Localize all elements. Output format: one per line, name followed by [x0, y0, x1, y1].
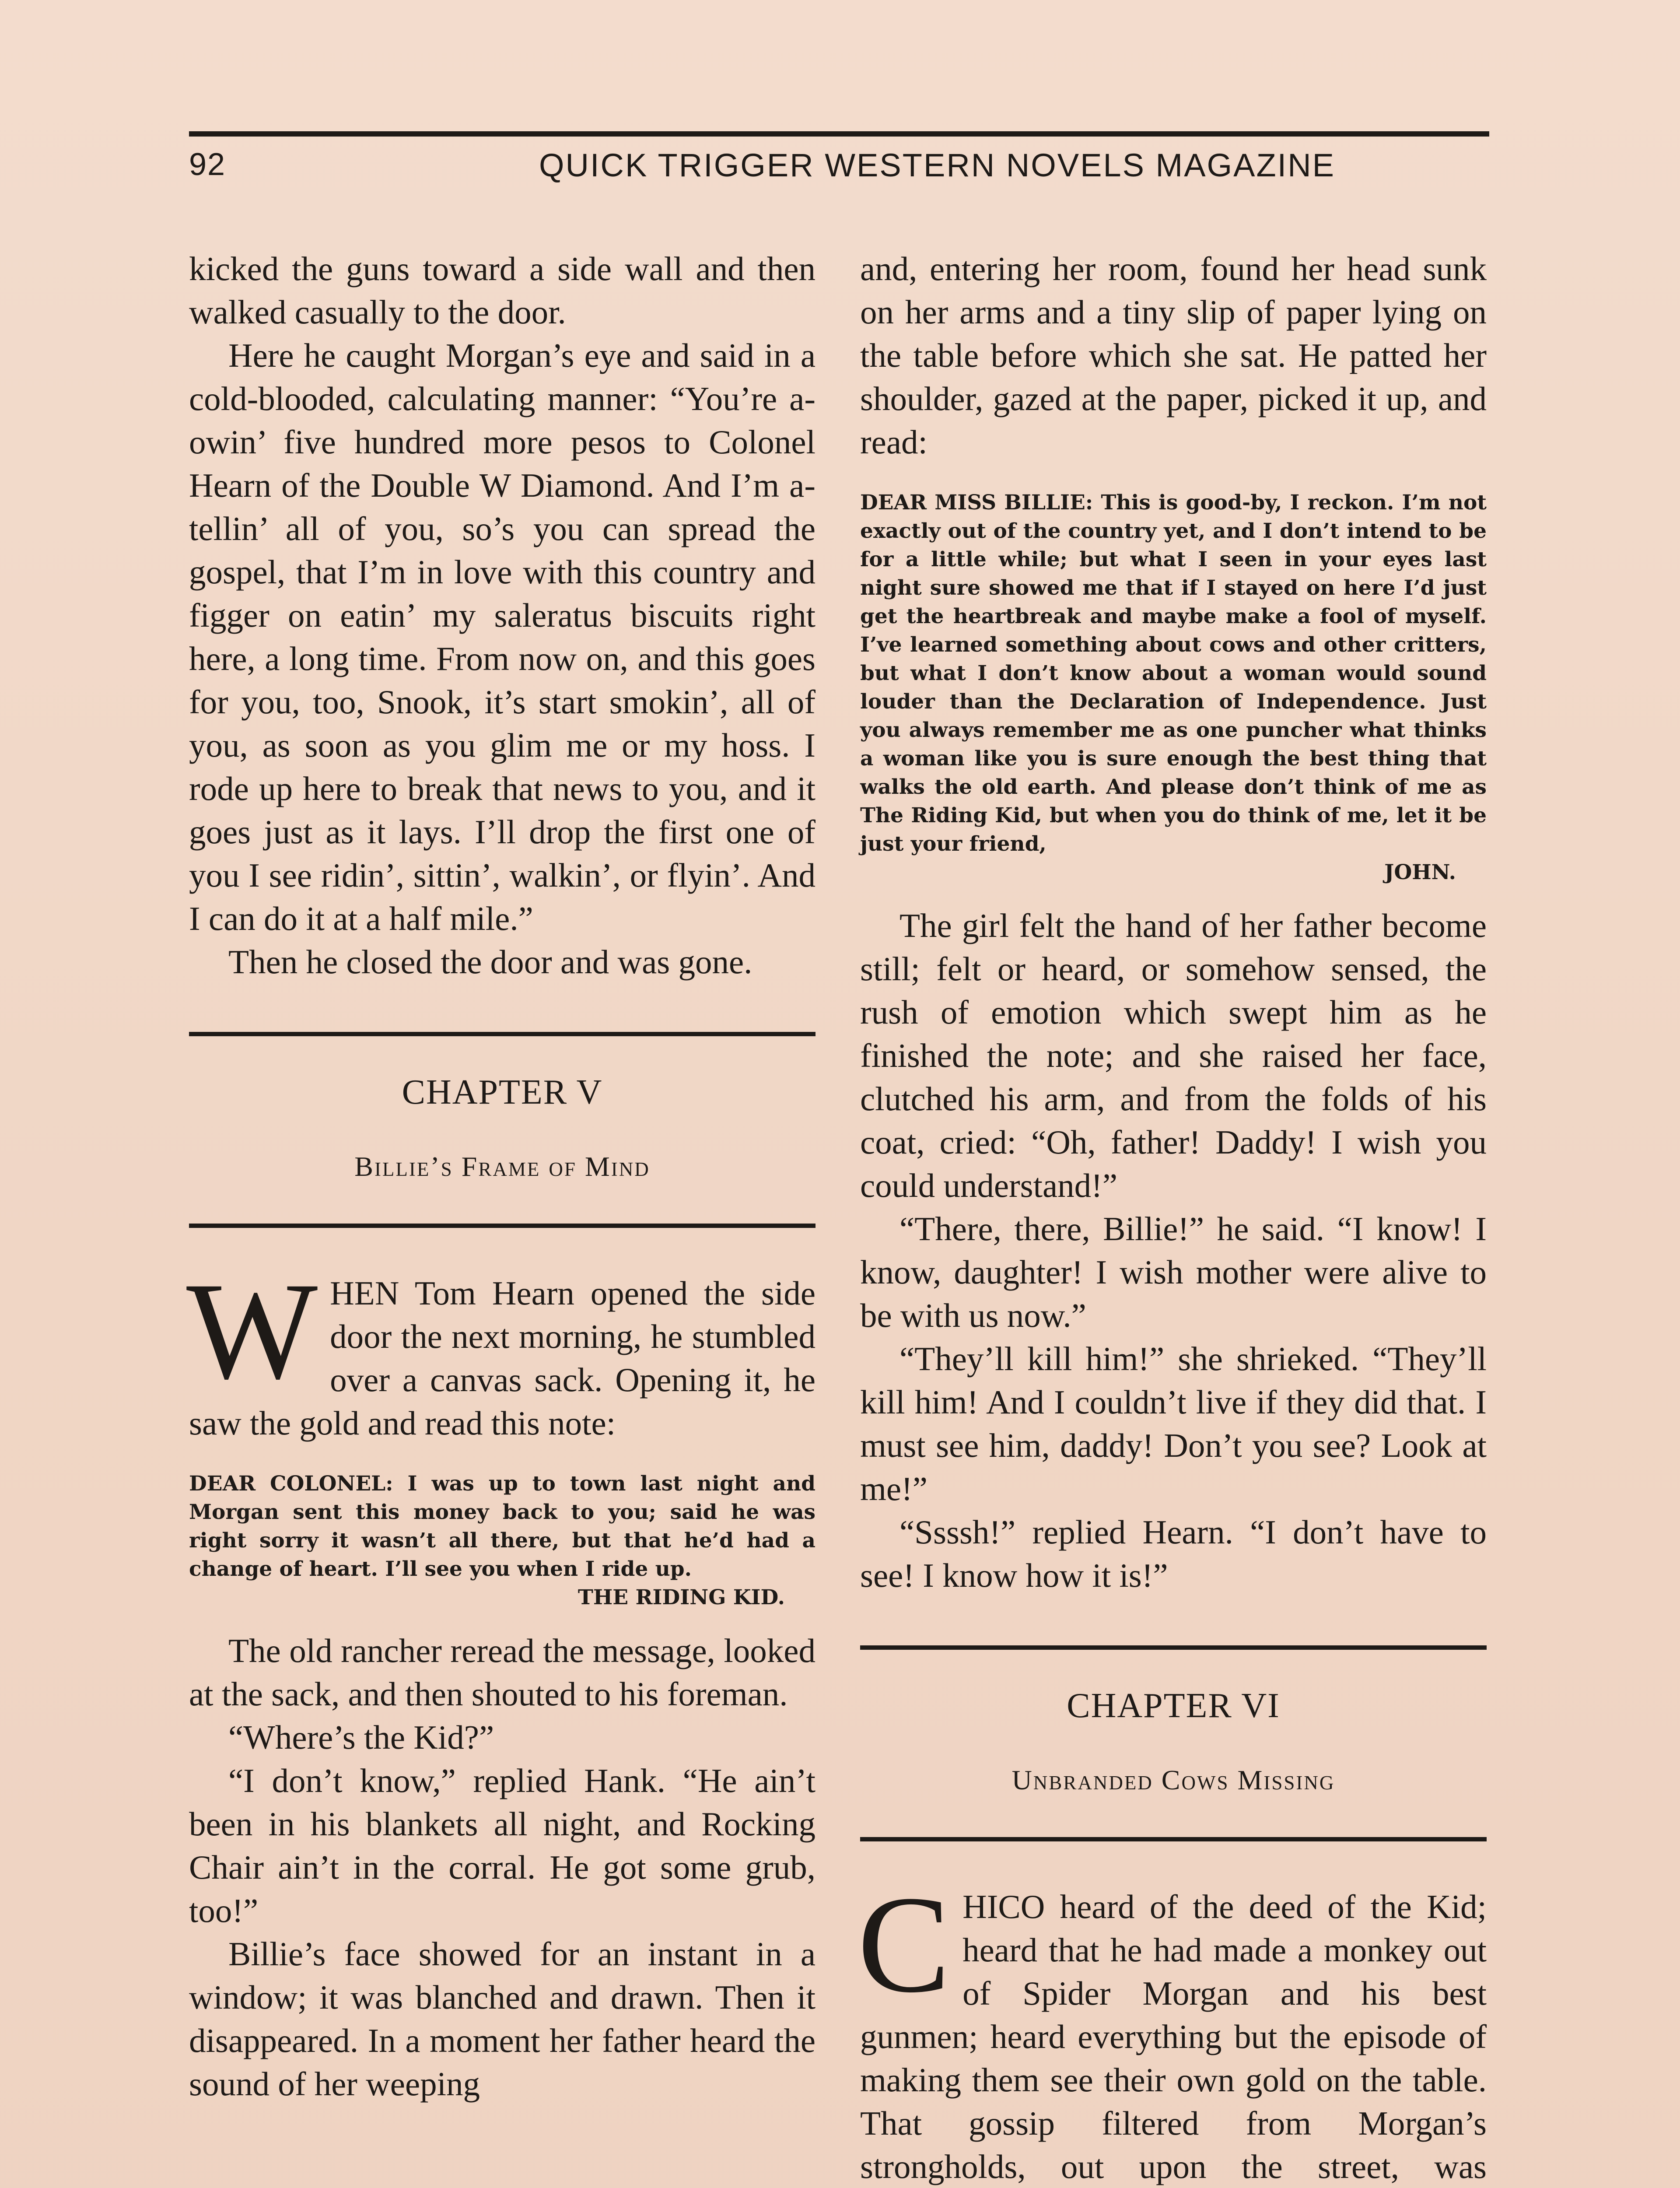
paragraph: The girl felt the hand of her father become still; felt or heard, or somehow sensed, the rush of emotion which swept him as he finished the note; and she raised her face, clutched his arm, and from the folds of his coat, cried: “Oh, father! Daddy! I wish you could understand!” [860, 907, 1487, 1204]
paragraph [858, 1867, 1487, 2188]
paragraph: “Where’s the Kid?” [228, 1718, 494, 1756]
chapter-title: Unbranded Cows Missing [1012, 1764, 1335, 1795]
chapter-rule [189, 1032, 816, 1036]
note-signature: THE RIDING KID. [578, 1585, 785, 1609]
drop-cap: C [858, 1867, 951, 2021]
note-signature: JOHN. [1384, 860, 1456, 884]
paragraph: Billie’s face showed for an instant in a window; it was blanched and drawn. Then it disappeared. In a moment her father heard the sound of her weeping [189, 1935, 816, 2103]
paragraph: Then he closed the door and was gone. [228, 943, 752, 981]
note-text: DEAR MISS BILLIE: This is good-by, I reckon. I’m not exactly out of the country yet, and I don’t intend to be for a little while; but what I seen in your eyes last night sure showed me that if I stayed on here I’d just get the heartbreak and maybe make a fool of myself. I’ve learned something about cows and other critters, but what I don’t know about a woman would sound louder than the Declaration of Independence. Just you always remember me as one puncher what thinks a woman like you is sure enough the best thing that walks the old earth. And please don’t think of me as The Riding Kid, but when you do think of me, let it be just your friend, [860, 491, 1487, 856]
paragraph: “Ssssh!” replied Hearn. “I don’t have to see! I know how it is!” [860, 1513, 1487, 1594]
paragraph [186, 1254, 816, 1445]
paragraph: “There, there, Billie!” he said. “I know! I know, daughter! I wish mother were alive to be with us now.” [860, 1210, 1487, 1334]
paragraph-text: HICO heard of the deed of the Kid; heard that he had made a monkey out of Spider Morgan and his best gunmen; heard everything but the episode of making them see their own gold on the table. That gossip filtered from Morgan’s strongholds, out upon the street, was [860, 1888, 1487, 2185]
chapter-rule [860, 1645, 1487, 1650]
header-rule [189, 131, 1489, 137]
chapter-rule [189, 1224, 816, 1228]
chapter-rule [860, 1837, 1487, 1841]
paragraph-text: HEN Tom Hearn opened the side door the next morning, he stumbled over a canvas sack. Opening it, he saw the gold and read this note: [189, 1274, 816, 1442]
paragraph: The old rancher reread the message, looked at the sack, and then shouted to his foreman. [189, 1632, 816, 1713]
note-miss-billie [860, 488, 1487, 887]
note-colonel [189, 1469, 816, 1612]
drop-cap: W [186, 1254, 318, 1408]
right-column [860, 247, 1487, 2188]
paragraph: “I don’t know,” replied Hank. “He ain’t been in his blankets all night, and Rocking Chair ain’t in the corral. He got some grub, too!” [189, 1762, 816, 1929]
page-number: 92 [189, 147, 226, 182]
paragraph: kicked the guns toward a side wall and then walked casually to the door. [189, 250, 816, 331]
paragraph: Here he caught Morgan’s eye and said in a cold-blooded, calculating manner: “You’re a-owin’ five hundred more pesos to Colonel Hearn of the Double W Diamond. And I’m a-tellin’ all of you, so’s you can spread the gospel, that I’m in love with this country and figger on eatin’ my saleratus biscuits right here, a long time. From now on, and this goes for you, too, Snook, it’s start smokin’, all of you, as soon as you glim me or my hoss. I rode up here to break that news to you, and it goes just as it lays. I’ll drop the first one of you I see ridin’, sittin’, walkin’, or flyin’. And I can do it at a half mile.” [189, 337, 816, 937]
chapter-number: CHAPTER V [402, 1073, 603, 1112]
paragraph: “They’ll kill him!” she shrieked. “They’ll kill him! And I couldn’t live if they did that. I must see him, daddy! Don’t you see? Look at me!” [860, 1340, 1487, 1508]
chapter-title: Billie’s Frame of Mind [354, 1151, 650, 1182]
chapter-number: CHAPTER VI [1067, 1687, 1280, 1725]
page-header [189, 147, 1489, 195]
left-column [186, 247, 816, 2106]
magazine-title: QUICK TRIGGER WESTERN NOVELS MAGAZINE [539, 147, 1336, 183]
note-text: DEAR COLONEL: I was up to town last night and Morgan sent this money back to you; said he was right sorry it wasn’t all there, but that he’d had a change of heart. I’ll see you when I ride up. [189, 1472, 816, 1581]
paragraph: and, entering her room, found her head sunk on her arms and a tiny slip of paper lying on the table before which she sat. He patted her shoulder, gazed at the paper, picked it up, and read: [860, 250, 1487, 461]
